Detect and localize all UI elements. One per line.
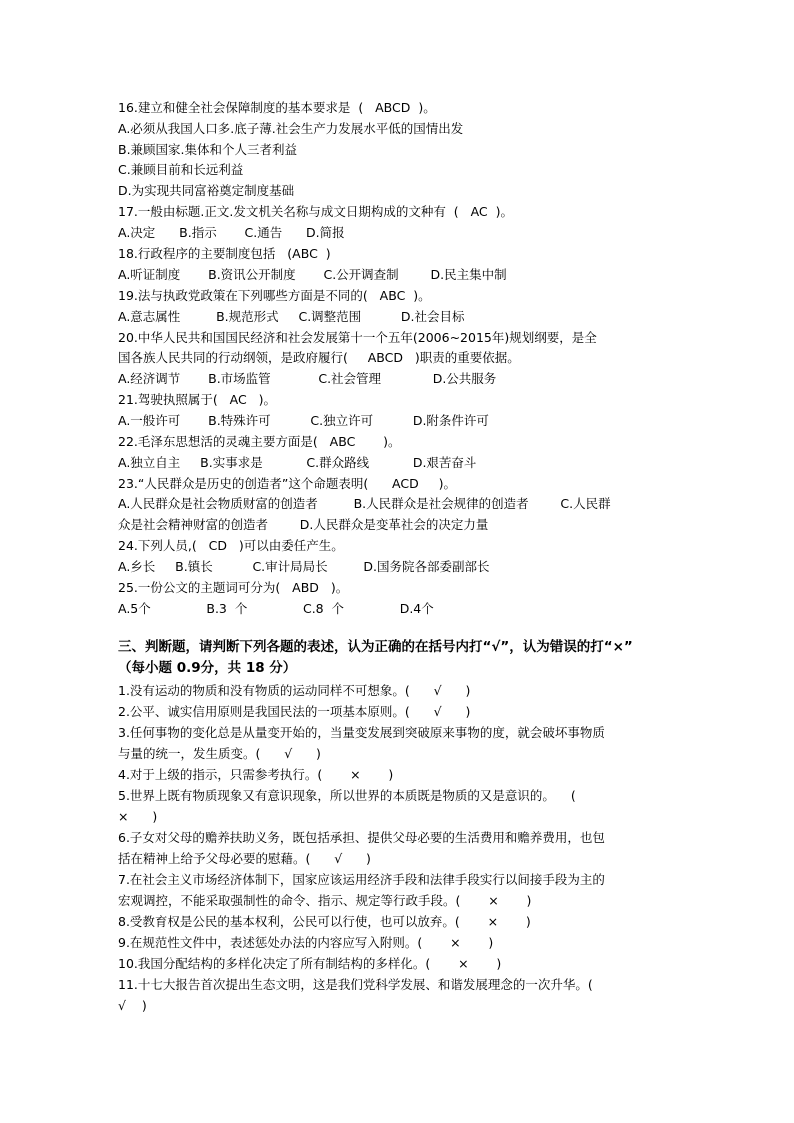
tf-item-11: 11.十七大报告首次提出生态文明，这是我们党科学发展、和谐发展理念的一次升华。( [118, 977, 593, 992]
question-19-options: A.意志属性 B.规范形式 C.调整范围 D.社会目标 [118, 309, 465, 324]
tf-item-7-cont: 宏观调控，不能采取强制性的命令、指示、规定等行政手段。( × ) [118, 893, 532, 908]
tf-item-3-cont: 与量的统一，发生质变。( √ ) [118, 746, 321, 761]
question-24-options: A.乡长 B.镇长 C.审计局局长 D.国务院各部委副部长 [118, 559, 490, 574]
tf-item-5-cont: × ) [118, 809, 158, 824]
question-16: 16.建立和健全社会保障制度的基本要求是 ( ABCD )。 [118, 100, 436, 115]
tf-item-11-cont: √ ) [118, 998, 147, 1013]
question-19: 19.法与执政党政策在下列哪些方面是不同的( ABC )。 [118, 288, 431, 303]
question-16-option-c: C.兼顾目前和长远利益 [118, 162, 244, 177]
question-16-option-a: A.必须从我国人口多.底子薄.社会生产力发展水平低的国情出发 [118, 121, 464, 136]
question-16-option-b: B.兼顾国家.集体和个人三者利益 [118, 142, 298, 157]
question-20-options: A.经济调节 B.市场监管 C.社会管理 D.公共服务 [118, 371, 497, 386]
tf-item-7: 7.在社会主义市场经济体制下，国家应该运用经济手段和法律手段实行以间接手段为主的 [118, 872, 605, 887]
question-24: 24.下列人员,( CD )可以由委任产生。 [118, 538, 344, 553]
tf-item-5: 5.世界上既有物质现象又有意识现象，所以世界的本质既是物质的又是意识的。 ( [118, 788, 576, 803]
question-23-options-line1: A.人民群众是社会物质财富的创造者 B.人民群众是社会规律的创造者 C.人民群 [118, 496, 611, 511]
question-17-options: A.决定 B.指示 C.通告 D.简报 [118, 225, 345, 240]
tf-item-3: 3.任何事物的变化总是从量变开始的，当量变发展到突破原来事物的度，就会破坏事物质 [118, 725, 605, 740]
question-25: 25.一份公文的主题词可分为( ABD )。 [118, 580, 349, 595]
question-18-options: A.听证制度 B.资讯公开制度 C.公开调查制 D.民主集中制 [118, 267, 507, 282]
question-22: 22.毛泽东思想活的灵魂主要方面是( ABC )。 [118, 434, 401, 449]
question-20-cont: 国各族人民共同的行动纲领，是政府履行( ABCD )职责的重要依据。 [118, 350, 520, 365]
question-25-options: A.5个 B.3 个 C.8 个 D.4个 [118, 601, 434, 616]
question-23: 23.“人民群众是历史的创造者”这个命题表明( ACD )。 [118, 476, 456, 491]
question-20: 20.中华人民共和国国民经济和社会发展第十一个五年(2006~2015年)规划纲要，是全 [118, 330, 597, 345]
question-22-options: A.独立自主 B.实事求是 C.群众路线 D.艰苦奋斗 [118, 455, 477, 470]
tf-item-9: 9.在规范性文件中，表述惩处办法的内容应写入附则。( × ) [118, 935, 494, 950]
question-18: 18.行政程序的主要制度包括 (ABC ) [118, 246, 331, 261]
section3-title: 三、判断题，请判断下列各题的表述，认为正确的在括号内打“√”，认为错误的打“×” [118, 639, 633, 655]
section3-subtitle: （每小题 0.9分，共 18 分） [118, 660, 297, 676]
tf-item-4: 4.对于上级的指示，只需参考执行。( × ) [118, 767, 394, 782]
question-23-options-line2: 众是社会精神财富的创造者 D.人民群众是变革社会的决定力量 [118, 517, 489, 532]
tf-item-10: 10.我国分配结构的多样化决定了所有制结构的多样化。( × ) [118, 956, 502, 971]
tf-item-2: 2.公平、诚实信用原则是我国民法的一项基本原则。( √ ) [118, 704, 471, 719]
question-21: 21.驾驶执照属于( AC )。 [118, 392, 277, 407]
tf-item-6: 6.子女对父母的赡养扶助义务，既包括承担、提供父母必要的生活费用和赡养费用，也包 [118, 830, 605, 845]
question-17: 17.一般由标题.正文.发文机关名称与成文日期构成的文种有 ( AC )。 [118, 204, 513, 219]
question-16-option-d: D.为实现共同富裕奠定制度基础 [118, 183, 295, 198]
question-21-options: A.一般许可 B.特殊许可 C.独立许可 D.附条件许可 [118, 413, 489, 428]
tf-item-6-cont: 括在精神上给予父母必要的慰藉。( √ ) [118, 851, 371, 866]
tf-item-1: 1.没有运动的物质和没有物质的运动同样不可想象。( √ ) [118, 683, 471, 698]
tf-item-8: 8.受教育权是公民的基本权利，公民可以行使，也可以放弃。( × ) [118, 914, 531, 929]
